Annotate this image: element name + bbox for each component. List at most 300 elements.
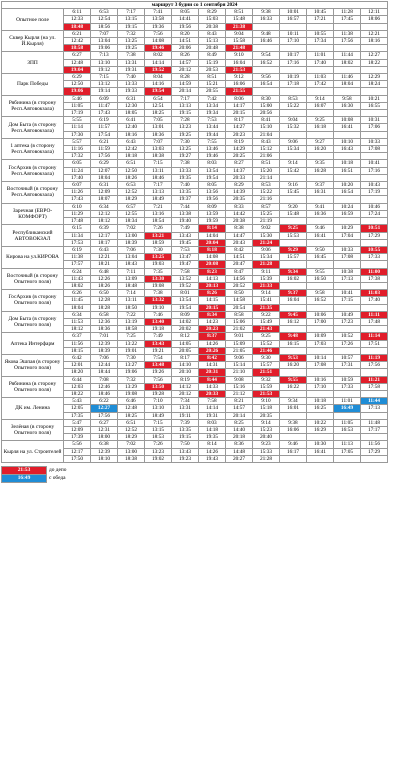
departure-time: 6:44 (64, 376, 91, 383)
departure-time: 9:27 (307, 138, 334, 145)
departure-time: 18:39 (91, 347, 118, 354)
departure-time: 14:26 (199, 448, 226, 455)
departure-time: 11:47 (91, 102, 118, 109)
departure-time: 10:33 (334, 246, 361, 253)
departure-time: 10:43 (361, 182, 388, 189)
departure-time: 12:52 (118, 189, 145, 196)
departure-time (361, 326, 388, 333)
departure-time: 16:53 (334, 426, 361, 433)
departure-time: 9:11 (253, 268, 280, 275)
departure-time: 20:23 (226, 131, 253, 138)
departure-time: 6:37 (64, 333, 91, 340)
departure-time: 8:23 (199, 268, 226, 275)
departure-time: 8:51 (199, 74, 226, 81)
departure-time: 16:41 (334, 124, 361, 131)
departure-time (280, 390, 307, 397)
stop-name: 1 аптека (в сторону Респ.Автовокзала) (2, 138, 64, 160)
departure-time: 9:34 (280, 268, 307, 275)
departure-time: 12:46 (91, 383, 118, 390)
schedule-title: маршрут 3 будни со 1 сентября 2024 (2, 2, 388, 9)
departure-time: 20:25 (226, 153, 253, 160)
departure-time: 19:27 (172, 153, 199, 160)
departure-time (361, 282, 388, 289)
departure-time: 12:21 (91, 254, 118, 261)
departure-time: 12:51 (145, 102, 172, 109)
departure-time: 18:06 (361, 16, 388, 23)
departure-time: 11:38 (334, 30, 361, 37)
departure-time: 17:33 (361, 254, 388, 261)
departure-time (307, 390, 334, 397)
departure-time: 9:14 (307, 95, 334, 102)
departure-time: 9:04 (280, 117, 307, 124)
departure-time (307, 196, 334, 203)
departure-time: 11:28 (334, 9, 361, 16)
departure-time: 15:41 (253, 297, 280, 304)
departure-time (334, 88, 361, 95)
departure-time: 17:56 (361, 362, 388, 369)
departure-time: 17:16 (280, 59, 307, 66)
departure-time: 17:17 (361, 426, 388, 433)
departure-time: 16:04 (226, 59, 253, 66)
departure-time: 12:30 (118, 102, 145, 109)
departure-time: 7:26 (145, 225, 172, 232)
departure-time (334, 196, 361, 203)
departure-time: 18:04 (334, 81, 361, 88)
departure-time: 11:53 (64, 318, 91, 325)
departure-time: 18:22 (64, 390, 91, 397)
departure-time: 19:12 (91, 66, 118, 73)
departure-time: 9:14 (253, 290, 280, 297)
departure-time: 7:41 (145, 9, 172, 16)
departure-time: 18:46 (91, 390, 118, 397)
departure-time (280, 455, 307, 462)
table-row (2, 160, 388, 167)
departure-time: 7:56 (145, 30, 172, 37)
departure-time: 17:33 (334, 383, 361, 390)
departure-time: 6:15 (64, 225, 91, 232)
departure-time: 9:34 (280, 398, 307, 405)
stop-name: Восточный (в сторону Опытного поля) (2, 268, 64, 290)
departure-time: 12:07 (91, 167, 118, 174)
departure-time: 16:31 (307, 189, 334, 196)
departure-time: 10:24 (334, 203, 361, 210)
departure-time: 16:50 (307, 275, 334, 282)
table-row (2, 52, 388, 59)
legend-row (2, 467, 70, 475)
departure-time: 7:28 (172, 117, 199, 124)
table-row (2, 376, 388, 383)
departure-time: 20:47 (226, 261, 253, 268)
departure-time: 19:46 (145, 45, 172, 52)
departure-time: 14:56 (226, 275, 253, 282)
departure-time: 12:42 (118, 146, 145, 153)
departure-time: 15:34 (280, 146, 307, 153)
departure-time: 9:10 (226, 52, 253, 59)
departure-time: 21:02 (226, 326, 253, 333)
departure-time: 18:00 (91, 434, 118, 441)
departure-time: 8:18 (199, 246, 226, 253)
departure-time: 20:14 (172, 88, 199, 95)
departure-time (280, 261, 307, 268)
stop-name: Якова Эшпая (в сторону Опытного поля) (2, 354, 64, 376)
departure-time: 16:43 (334, 146, 361, 153)
departure-time: 18:26 (91, 282, 118, 289)
departure-time (361, 218, 388, 225)
departure-time: 21:51 (253, 369, 280, 376)
departure-time: 9:53 (280, 354, 307, 361)
departure-time: 12:26 (91, 275, 118, 282)
departure-time: 13:43 (145, 340, 172, 347)
departure-time: 16:20 (280, 362, 307, 369)
departure-time: 7:25 (118, 333, 145, 340)
departure-time: 12:09 (91, 189, 118, 196)
departure-time: 17:13 (334, 275, 361, 282)
departure-time: 12:44 (91, 362, 118, 369)
departure-time: 13:44 (199, 124, 226, 131)
departure-time: 9:48 (280, 333, 307, 340)
departure-time: 12:50 (64, 81, 91, 88)
departure-time: 18:02 (334, 59, 361, 66)
timetable (1, 1, 388, 463)
departure-time: 18:10 (91, 455, 118, 462)
departure-time: 6:43 (91, 246, 118, 253)
table-row (2, 117, 388, 124)
departure-time: 18:58 (64, 45, 91, 52)
departure-time: 7:02 (118, 225, 145, 232)
departure-time: 9:45 (280, 311, 307, 318)
departure-time: 11:00 (361, 268, 388, 275)
departure-time: 19:43 (199, 455, 226, 462)
departure-time: 8:42 (226, 246, 253, 253)
departure-time: 8:17 (226, 117, 253, 124)
departure-time: 20:55 (199, 88, 226, 95)
departure-time (361, 261, 388, 268)
departure-time: 6:48 (91, 268, 118, 275)
departure-time: 6:46 (118, 398, 145, 405)
departure-time: 14:17 (226, 102, 253, 109)
departure-time: 9:37 (280, 290, 307, 297)
departure-time: 8:09 (172, 311, 199, 318)
departure-time: 15:32 (280, 124, 307, 131)
departure-time: 7:50 (172, 441, 199, 448)
departure-time (307, 66, 334, 73)
departure-time: 11:05 (334, 419, 361, 426)
departure-time: 19:02 (145, 455, 172, 462)
departure-time: 19:01 (118, 347, 145, 354)
departure-time: 13:58 (145, 16, 172, 23)
departure-time: 20:38 (226, 218, 253, 225)
departure-time: 21:48 (226, 45, 253, 52)
departure-time: 10:55 (361, 246, 388, 253)
departure-time: 5:56 (64, 441, 91, 448)
departure-time: 19:45 (172, 239, 199, 246)
departure-time: 17:05 (334, 448, 361, 455)
departure-time: 8:01 (172, 290, 199, 297)
departure-time: 20:02 (172, 326, 199, 333)
departure-time: 13:52 (172, 275, 199, 282)
departure-time: 8:19 (172, 376, 199, 383)
departure-time: 14:51 (226, 254, 253, 261)
departure-time: 13:12 (91, 81, 118, 88)
departure-time: 6:29 (64, 74, 91, 81)
departure-time: 11:14 (361, 333, 388, 340)
departure-time: 13:00 (118, 232, 145, 239)
departure-time: 13:25 (145, 254, 172, 261)
departure-time: 20:53 (199, 66, 226, 73)
departure-time: 20:43 (226, 239, 253, 246)
departure-time: 11:34 (64, 232, 91, 239)
departure-time: 17:40 (361, 297, 388, 304)
departure-time: 18:22 (361, 59, 388, 66)
departure-time: 17:51 (361, 340, 388, 347)
departure-time: 16:59 (334, 210, 361, 217)
departure-time (307, 304, 334, 311)
departure-time: 18:04 (64, 304, 91, 311)
departure-time (361, 66, 388, 73)
legend-swatch: 21:53 (2, 467, 47, 475)
departure-time: 10:57 (334, 354, 361, 361)
departure-time: 19:31 (118, 66, 145, 73)
departure-time: 7:17 (118, 9, 145, 16)
departure-time: 15:57 (280, 254, 307, 261)
departure-time: 8:27 (226, 160, 253, 167)
departure-time (361, 455, 388, 462)
table-row (2, 290, 388, 297)
departure-time: 7:06 (118, 246, 145, 253)
departure-time: 20:35 (253, 412, 280, 419)
departure-time: 21:28 (253, 455, 280, 462)
departure-time: 15:21 (199, 81, 226, 88)
departure-time: 8:25 (226, 419, 253, 426)
departure-time: 7:06 (91, 354, 118, 361)
departure-time: 14:47 (226, 232, 253, 239)
departure-time: 10:46 (361, 203, 388, 210)
departure-time: 14:31 (199, 362, 226, 369)
departure-time: 17:35 (64, 412, 91, 419)
departure-time: 13:13 (145, 189, 172, 196)
departure-time: 9:56 (253, 74, 280, 81)
departure-time: 17:15 (334, 297, 361, 304)
departure-time: 14:27 (226, 124, 253, 131)
departure-time: 6:54 (145, 95, 172, 102)
departure-time: 9:20 (280, 203, 307, 210)
departure-time: 13:50 (145, 383, 172, 390)
departure-time (334, 110, 361, 117)
departure-time: 11:45 (64, 297, 91, 304)
departure-time: 13:11 (145, 167, 172, 174)
departure-time: 7:30 (172, 138, 199, 145)
departure-time: 13:04 (91, 38, 118, 45)
stop-name: Заречная (ЕВРО-КОМФОРТ) (2, 203, 64, 225)
departure-time (253, 45, 280, 52)
departure-time: 19:34 (199, 110, 226, 117)
departure-time: 6:29 (91, 160, 118, 167)
departure-time: 6:43 (118, 138, 145, 145)
departure-time: 5:46 (64, 95, 91, 102)
departure-time: 13:15 (118, 16, 145, 23)
departure-time: 19:06 (64, 88, 91, 95)
departure-time: 7:32 (118, 30, 145, 37)
departure-time: 10:59 (334, 376, 361, 383)
departure-time (307, 412, 334, 419)
departure-time: 10:49 (334, 311, 361, 318)
departure-time: 15:20 (253, 167, 280, 174)
departure-time: 13:32 (145, 297, 172, 304)
departure-time (280, 153, 307, 160)
departure-time: 19:59 (199, 218, 226, 225)
departure-time: 12:21 (361, 30, 388, 37)
departure-time: 7:38 (145, 290, 172, 297)
departure-time: 17:56 (334, 38, 361, 45)
departure-time: 16:04 (280, 297, 307, 304)
departure-time: 8:04 (145, 74, 172, 81)
departure-time: 20:04 (199, 239, 226, 246)
departure-time: 21:53 (226, 66, 253, 73)
departure-time (280, 218, 307, 225)
departure-time: 10:11 (280, 30, 307, 37)
table-row (2, 441, 388, 448)
departure-time: 13:43 (172, 448, 199, 455)
departure-time: 9:41 (307, 203, 334, 210)
stop-name: Кырля на ул. Строителей (2, 441, 64, 463)
departure-time (361, 434, 388, 441)
departure-time (280, 282, 307, 289)
departure-time: 21:04 (253, 131, 280, 138)
departure-time: 7:15 (91, 74, 118, 81)
departure-time: 13:25 (118, 38, 145, 45)
departure-time: 12:01 (64, 362, 91, 369)
departure-time: 14:13 (199, 275, 226, 282)
departure-time: 20:52 (226, 282, 253, 289)
departure-time (280, 23, 307, 30)
departure-time: 16:20 (307, 146, 334, 153)
table-row (2, 30, 388, 37)
departure-time: 17:48 (361, 318, 388, 325)
legend-row (2, 475, 70, 483)
departure-time: 18:43 (118, 261, 145, 268)
departure-time: 17:58 (361, 383, 388, 390)
legend-text: с обеда (49, 475, 66, 481)
departure-time: 9:32 (253, 376, 280, 383)
departure-time: 18:49 (145, 196, 172, 203)
departure-time: 19:52 (145, 66, 172, 73)
departure-time: 16:55 (361, 102, 388, 109)
departure-time: 19:52 (172, 282, 199, 289)
departure-time: 5:43 (64, 398, 91, 405)
departure-time: 19:47 (172, 261, 199, 268)
departure-time: 19:28 (145, 390, 172, 397)
departure-time: 14:58 (226, 297, 253, 304)
departure-time: 7:40 (172, 182, 199, 189)
departure-time: 15:19 (199, 59, 226, 66)
departure-time (280, 369, 307, 376)
departure-time: 16:15 (280, 340, 307, 347)
departure-time: 6:39 (91, 225, 118, 232)
departure-time: 17:43 (91, 110, 118, 117)
departure-time: 11:01 (334, 398, 361, 405)
table-row (2, 333, 388, 340)
departure-time: 14:05 (172, 340, 199, 347)
departure-time: 18:53 (145, 434, 172, 441)
departure-time (253, 66, 280, 73)
departure-time (253, 23, 280, 30)
departure-time: 19:15 (172, 110, 199, 117)
departure-time: 17:45 (334, 16, 361, 23)
departure-time: 10:55 (307, 30, 334, 37)
departure-time: 11:21 (361, 376, 388, 383)
departure-time: 6:09 (91, 95, 118, 102)
departure-time: 9:29 (280, 246, 307, 253)
departure-time: 12:39 (91, 448, 118, 455)
departure-time: 12:17 (91, 232, 118, 239)
departure-time: 14:26 (199, 340, 226, 347)
departure-time: 15:16 (226, 383, 253, 390)
departure-time: 6:07 (64, 182, 91, 189)
departure-time: 18:25 (118, 412, 145, 419)
departure-time (361, 347, 388, 354)
departure-time: 6:53 (91, 9, 118, 16)
departure-time (280, 326, 307, 333)
departure-time: 11:44 (361, 398, 388, 405)
departure-time: 7:58 (172, 268, 199, 275)
departure-time: 7:07 (91, 30, 118, 37)
departure-time: 18:39 (118, 239, 145, 246)
departure-time: 15:09 (226, 340, 253, 347)
departure-time: 8:51 (226, 9, 253, 16)
departure-time: 7:08 (91, 376, 118, 383)
departure-time: 17:29 (361, 232, 388, 239)
table-row (2, 419, 388, 426)
departure-time: 16:54 (253, 81, 280, 88)
departure-time: 18:56 (91, 23, 118, 30)
departure-time: 18:48 (118, 282, 145, 289)
departure-time: 16:06 (226, 81, 253, 88)
table-row (2, 138, 388, 145)
departure-time: 10:18 (334, 160, 361, 167)
departure-time: 8:36 (226, 441, 253, 448)
departure-time: 6:58 (91, 311, 118, 318)
departure-time: 18:29 (118, 434, 145, 441)
departure-time: 9:14 (280, 160, 307, 167)
departure-time: 8:03 (199, 419, 226, 426)
departure-time: 16:01 (280, 405, 307, 412)
departure-time: 14:39 (226, 189, 253, 196)
departure-time: 6:05 (64, 160, 91, 167)
departure-time (334, 239, 361, 246)
departure-time (307, 369, 334, 376)
departure-time: 20:14 (226, 412, 253, 419)
departure-time: 12:52 (118, 426, 145, 433)
departure-time: 13:43 (172, 232, 199, 239)
departure-time: 9:55 (307, 268, 334, 275)
table-row (2, 398, 388, 405)
departure-time: 21:10 (226, 369, 253, 376)
departure-time: 20:31 (199, 369, 226, 376)
departure-time (334, 347, 361, 354)
departure-time: 6:31 (91, 182, 118, 189)
table-row (2, 246, 388, 253)
departure-time: 18:25 (145, 110, 172, 117)
departure-time: 21:53 (253, 390, 280, 397)
departure-time: 8:33 (226, 203, 253, 210)
departure-time: 9:25 (307, 117, 334, 124)
departure-time: 16:52 (307, 297, 334, 304)
departure-time: 18:34 (118, 218, 145, 225)
departure-time: 7:49 (172, 225, 199, 232)
departure-time (334, 66, 361, 73)
departure-time: 7:07 (145, 138, 172, 145)
departure-time: 17:53 (64, 239, 91, 246)
